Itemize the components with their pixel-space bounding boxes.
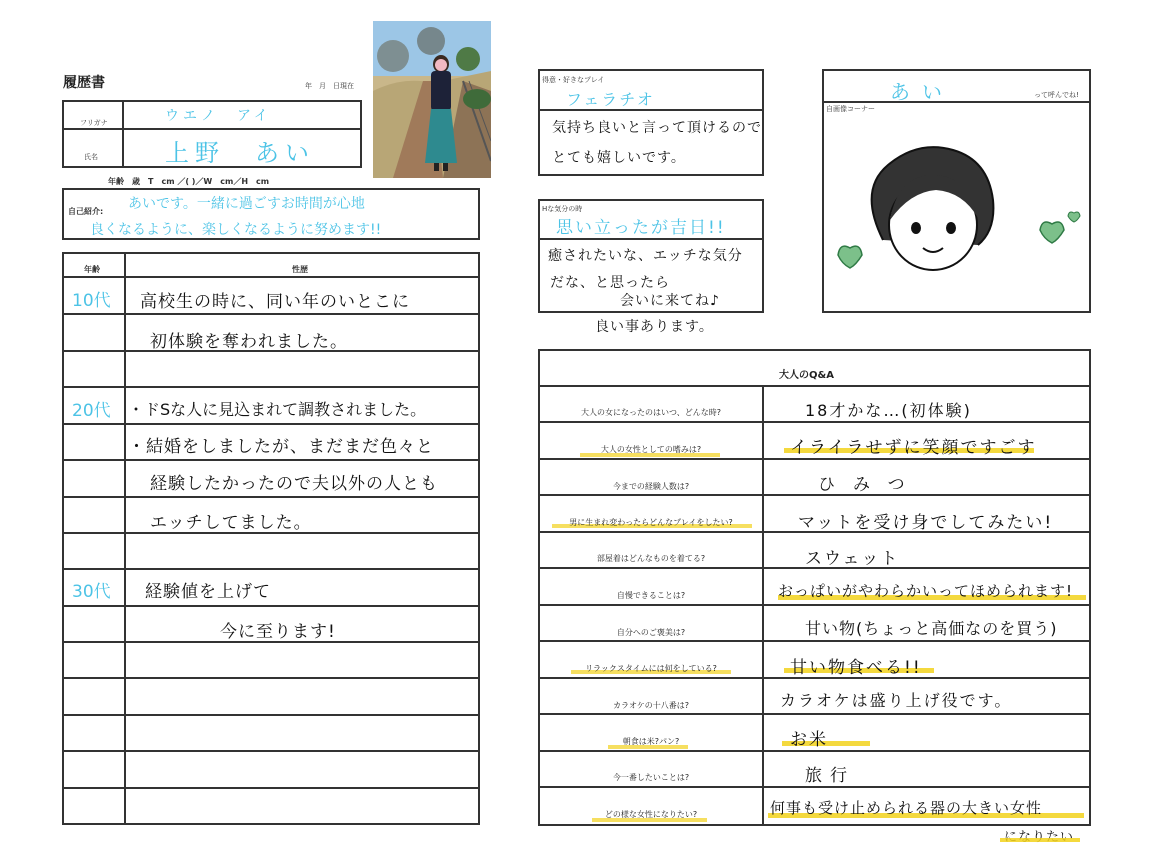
qa-answer-3: ひみつ (818, 475, 923, 495)
portrait-corner-label: 自画像コーナー (826, 105, 875, 113)
h-time-comment2: だな、と思ったら (550, 275, 670, 291)
history-age-30s: 30代 (72, 582, 111, 602)
h-time-comment3: 会いに来てね♪ (620, 293, 720, 309)
name-value: 上野 あい (165, 139, 315, 167)
qa-answer-12: 何事も受け止められる器の大きい女性 (770, 799, 1043, 817)
qa-question-11: 今一番したいことは? (612, 773, 690, 782)
qa-question-6: 自慢できることは? (616, 591, 686, 600)
h-time-comment1: 癒されたいな、エッチな気分 (548, 248, 743, 264)
portrait-nickname-suffix: って呼んでね! (1034, 91, 1079, 99)
self-portrait-drawing (828, 130, 1086, 290)
qa-answer-7: 甘い物(ちょっと高価なのを買う) (805, 619, 1058, 638)
self-intro-line2: 良くなるように、楽しくなるように努めます!! (90, 222, 382, 238)
qa-answer-8: 甘い物食べる!! (790, 658, 922, 678)
history-30s-line1: 経験値を上げて (145, 582, 271, 602)
qa-title: 大人のQ&A (779, 370, 834, 381)
favorite-play-comment1: 気持ち良いと言って頂けるので (552, 120, 762, 136)
history-20s-line2: ・結婚をしましたが、まだまだ色々と (128, 437, 434, 457)
qa-question-3: 今までの経験人数は? (612, 482, 690, 491)
history-20s-line1: ・ドSな人に見込まれて調教されました。 (128, 400, 427, 419)
history-header-age: 年齢 (84, 265, 100, 274)
history-age-10s: 10代 (72, 291, 111, 311)
qa-answer-1: 18才かな…(初体験) (805, 401, 972, 420)
history-age-20s: 20代 (72, 401, 111, 421)
h-time-value: 思い立ったが吉日!! (556, 218, 726, 238)
qa-question-8: リラックスタイムには何をしている? (585, 664, 717, 673)
name-label: 氏名 (84, 153, 98, 161)
date-label: 年 月 日現在 (305, 82, 354, 90)
qa-question-5: 部屋着はどんなものを着てる? (596, 554, 706, 563)
portrait-nickname: あい (890, 80, 954, 104)
qa-question-12: どの様な女性になりたい? (604, 810, 698, 819)
body-stats: 年齢 歳 T cm ／( )／W cm／H cm (108, 177, 270, 186)
history-30s-line2: 今に至ります! (220, 622, 336, 642)
self-intro-line1: あいです。一緒に過ごすお時間が心地 (128, 196, 365, 212)
qa-answer-6: おっぱいがやわらかいってほめられます! (778, 582, 1074, 600)
favorite-play-label: 得意・好きなプレイ (542, 76, 605, 84)
qa-answer-11: 旅行 (805, 766, 855, 786)
qa-answer-4: マットを受け身でしてみたい! (798, 513, 1054, 533)
qa-question-4: 男に生まれ変わったらどんなプレイをしたい? (569, 518, 733, 527)
qa-question-10: 朝食は米?パン? (622, 737, 680, 746)
qa-question-1: 大人の女になったのはいつ、どんな時? (581, 408, 721, 417)
qa-question-2: 大人の女性としての嗜みは? (600, 445, 702, 454)
history-20s-line3: 経験したかったので夫以外の人とも (150, 474, 438, 494)
qa-answer-12-continued (1004, 826, 1074, 845)
qa-answer-9: カラオケは盛り上げ役です。 (780, 691, 1013, 710)
favorite-play-comment2: とても嬉しいです。 (552, 150, 686, 166)
qa-answer-5: スウェット (805, 549, 900, 569)
qa-answer-10: お米 (790, 730, 828, 750)
qa-question-7: 自分へのご褒美は? (616, 628, 686, 637)
history-10s-line2: 初体験を奪われました。 (150, 332, 348, 352)
h-time-label: Hな気分の時 (542, 205, 583, 213)
qa-question-9: カラオケの十八番は? (612, 701, 690, 710)
favorite-play-value: フェラチオ (566, 90, 655, 109)
history-header-text: 性歴 (292, 265, 308, 274)
qa-answer-2: イライラせずに笑顔ですごす (790, 438, 1037, 458)
furigana-value: ウエノ アイ (165, 108, 272, 124)
page-title: 履歴書 (63, 75, 105, 91)
h-time-comment4: 良い事あります。 (595, 319, 714, 335)
profile-photo (373, 21, 491, 178)
self-intro-label: 自己紹介: (68, 207, 104, 216)
history-20s-line4: エッチしてました。 (150, 513, 312, 533)
history-10s-line1: 高校生の時に、同い年のいとこに (140, 292, 410, 312)
furigana-label: フリガナ (80, 119, 108, 127)
